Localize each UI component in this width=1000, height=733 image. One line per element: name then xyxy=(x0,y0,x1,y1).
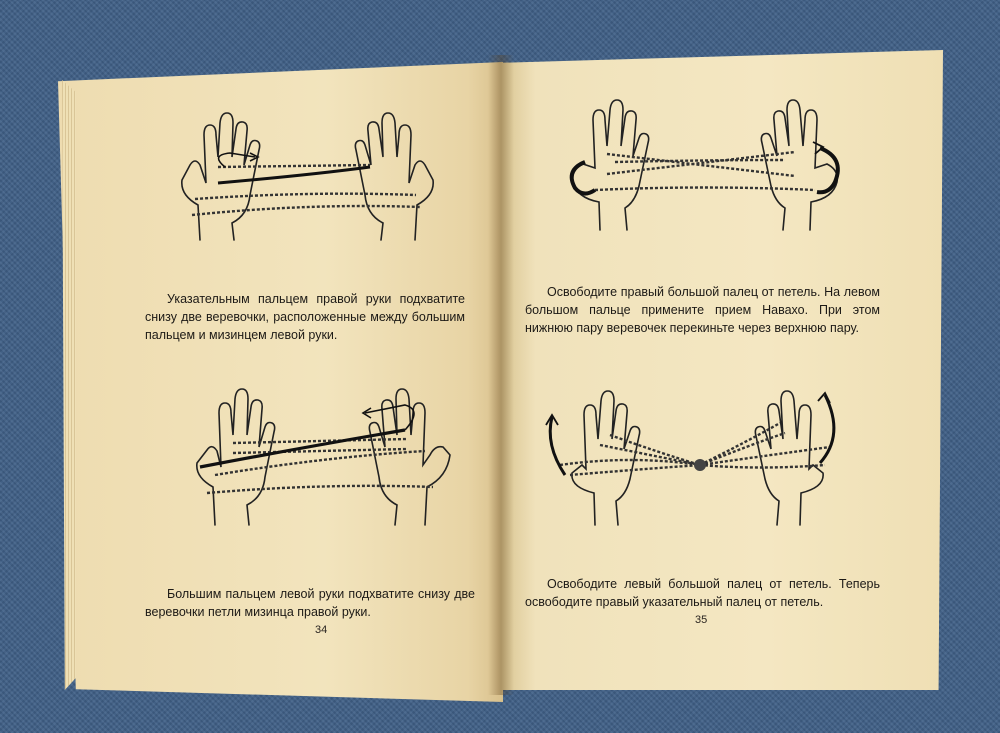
string-figure-illustration-3 xyxy=(555,90,855,240)
book-gutter xyxy=(488,55,514,695)
page-number-left: 34 xyxy=(315,624,328,636)
instruction-text-3: Освободите правый большой палец от петель. На левом большом пальце примените прием Навахо. При этом нижнюю пару веревочек перекиньте через верхнюю пару. xyxy=(525,285,880,335)
instruction-text-2: Большим пальцем левой руки подхватите снизу две веревочки петли мизинца правой руки. xyxy=(145,587,475,619)
string-figure-illustration-4 xyxy=(540,385,850,535)
instruction-text-1: Указательным пальцем правой руки подхватите снизу две веревочки, расположенные между большим пальцем и мизинцем левой руки. xyxy=(145,292,465,342)
page-edges xyxy=(62,80,76,690)
string-figure-illustration-2 xyxy=(185,375,460,535)
page-number-right: 35 xyxy=(695,614,708,626)
string-figure-illustration-1 xyxy=(170,95,445,255)
instruction-text-4: Освободите левый большой палец от петель. Теперь освободите правый указательный палец от петель. xyxy=(525,577,880,609)
